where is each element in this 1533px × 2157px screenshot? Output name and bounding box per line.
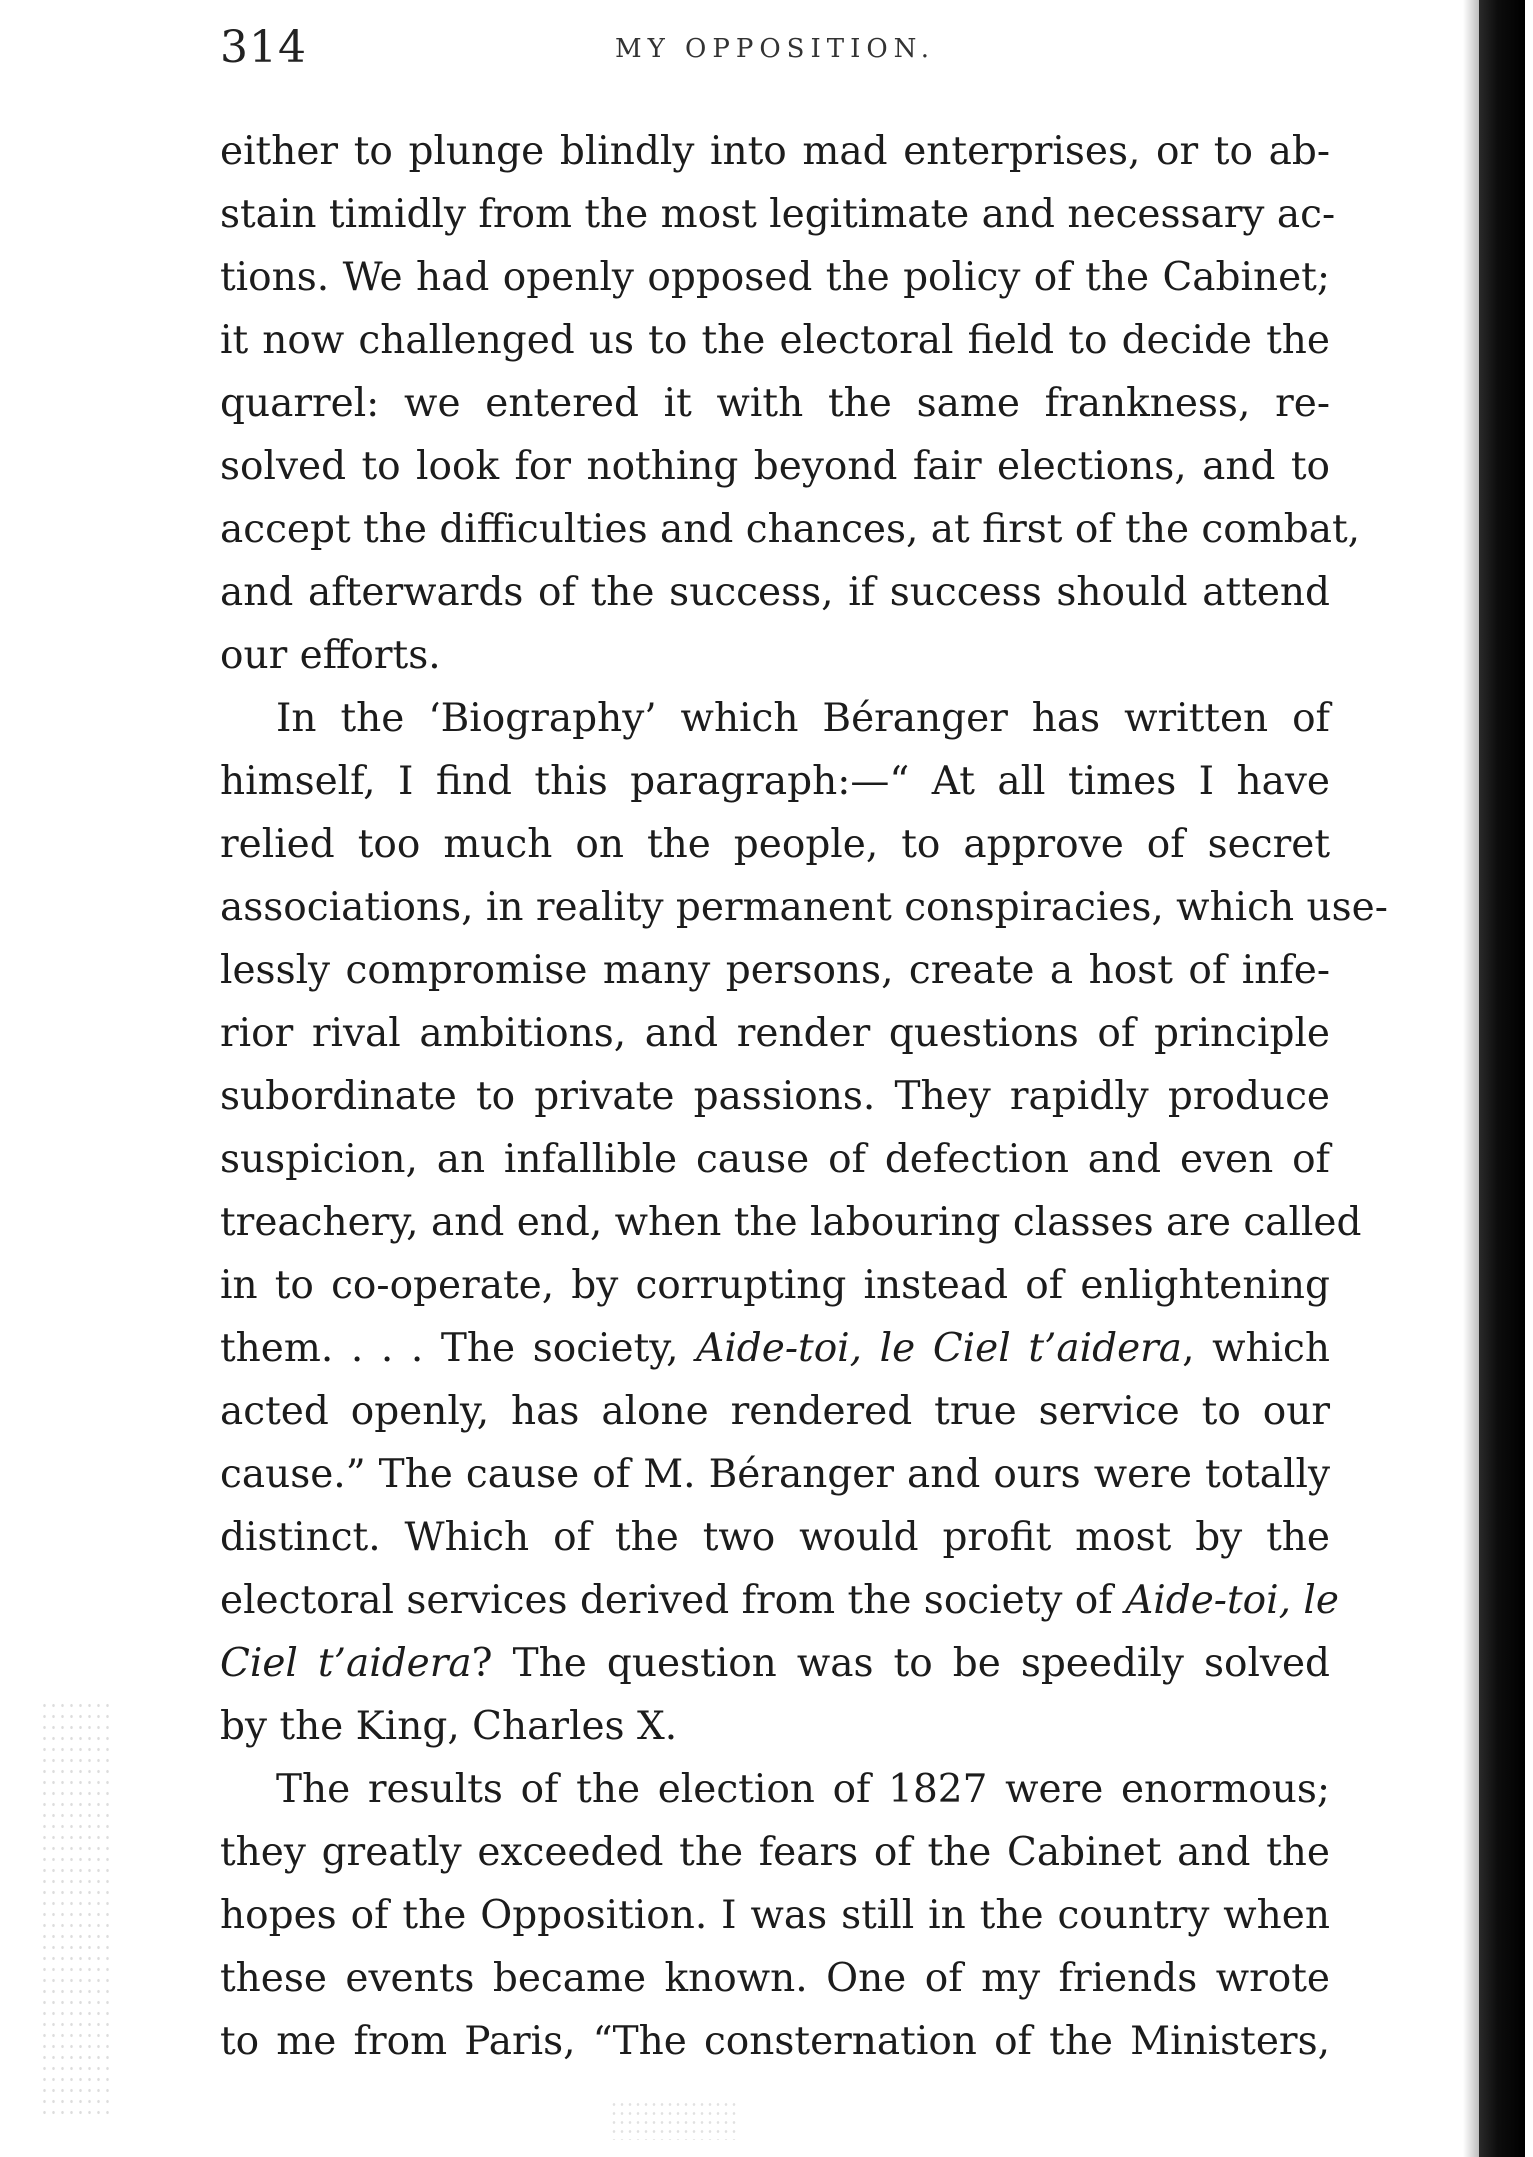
text-line: The results of the election of 1827 were enormous; [276, 1767, 1330, 1812]
text-line: tions. We had openly opposed the policy of the Cabinet; [220, 255, 1330, 300]
society-name: Aide-toi, le Ciel t’aidera [696, 1326, 1183, 1371]
text-segment: them. . . . The society, [220, 1326, 679, 1371]
society-name: Ciel t’aidera [220, 1641, 472, 1686]
text-line: acted openly, has alone rendered true service to our [220, 1389, 1330, 1434]
text-line: subordinate to private passions. They rapidly produce [220, 1074, 1330, 1119]
body-text [220, 120, 1388, 2073]
text-line: relied too much on the people, to approve of secret [220, 822, 1330, 867]
text-line: stain timidly from the most legitimate and necessary ac- [220, 192, 1336, 237]
text-line: associations, in reality permanent conspiracies, which use- [220, 885, 1388, 930]
text-line: quarrel: we entered it with the same frankness, re- [220, 381, 1330, 426]
text-line: lessly compromise many persons, create a host of infe- [220, 948, 1330, 993]
scan-noise [40, 1700, 110, 2120]
text-line: rior rival ambitions, and render questions of principle [220, 1011, 1330, 1056]
text-line: hopes of the Opposition. I was still in the country when [220, 1893, 1330, 1938]
text-line: In the ‘Biography’ which Béranger has written of [276, 696, 1330, 741]
text-line: solved to look for nothing beyond fair elections, and to [220, 444, 1330, 489]
text-line: our efforts. [220, 633, 441, 678]
text-segment: ? The question was to be speedily solved [471, 1641, 1331, 1686]
running-title: MY OPPOSITION. [614, 34, 936, 64]
text-line: himself, I find this paragraph:—“ At all times I have [220, 759, 1330, 804]
binding-bar [1479, 0, 1525, 2157]
text-line: to me from Paris, “The consternation of the Ministers, [220, 2019, 1330, 2064]
scan-noise [610, 2100, 740, 2140]
text-line: distinct. Which of the two would profit most by the [220, 1515, 1330, 1560]
text-line [220, 1569, 1339, 1632]
text-line [220, 1632, 1330, 1695]
binding-shadow [1463, 0, 1533, 2157]
text-segment: electoral services derived from the society of [220, 1578, 1113, 1623]
page-number: 314 [220, 22, 307, 73]
text-line: either to plunge blindly into mad enterprises, or to ab- [220, 129, 1330, 174]
text-line: by the King, Charles X. [220, 1704, 678, 1749]
text-line: cause.” The cause of M. Béranger and ours were totally [220, 1452, 1330, 1497]
text-line: these events became known. One of my friends wrote [220, 1956, 1330, 2001]
text-line: in to co-operate, by corrupting instead of enlightening [220, 1263, 1330, 1308]
text-line [220, 1317, 1330, 1380]
text-line: they greatly exceeded the fears of the Cabinet and the [220, 1830, 1330, 1875]
text-line: it now challenged us to the electoral field to decide the [220, 318, 1330, 363]
running-head [220, 22, 1330, 82]
text-line: suspicion, an infallible cause of defection and even of [220, 1137, 1330, 1182]
text-line: accept the difficulties and chances, at first of the combat, [220, 507, 1361, 552]
text-line: treachery, and end, when the labouring classes are called [220, 1200, 1362, 1245]
society-name: Aide-toi, le [1125, 1578, 1339, 1623]
text-segment: , which [1182, 1326, 1331, 1371]
text-line: and afterwards of the success, if success should attend [220, 570, 1330, 615]
